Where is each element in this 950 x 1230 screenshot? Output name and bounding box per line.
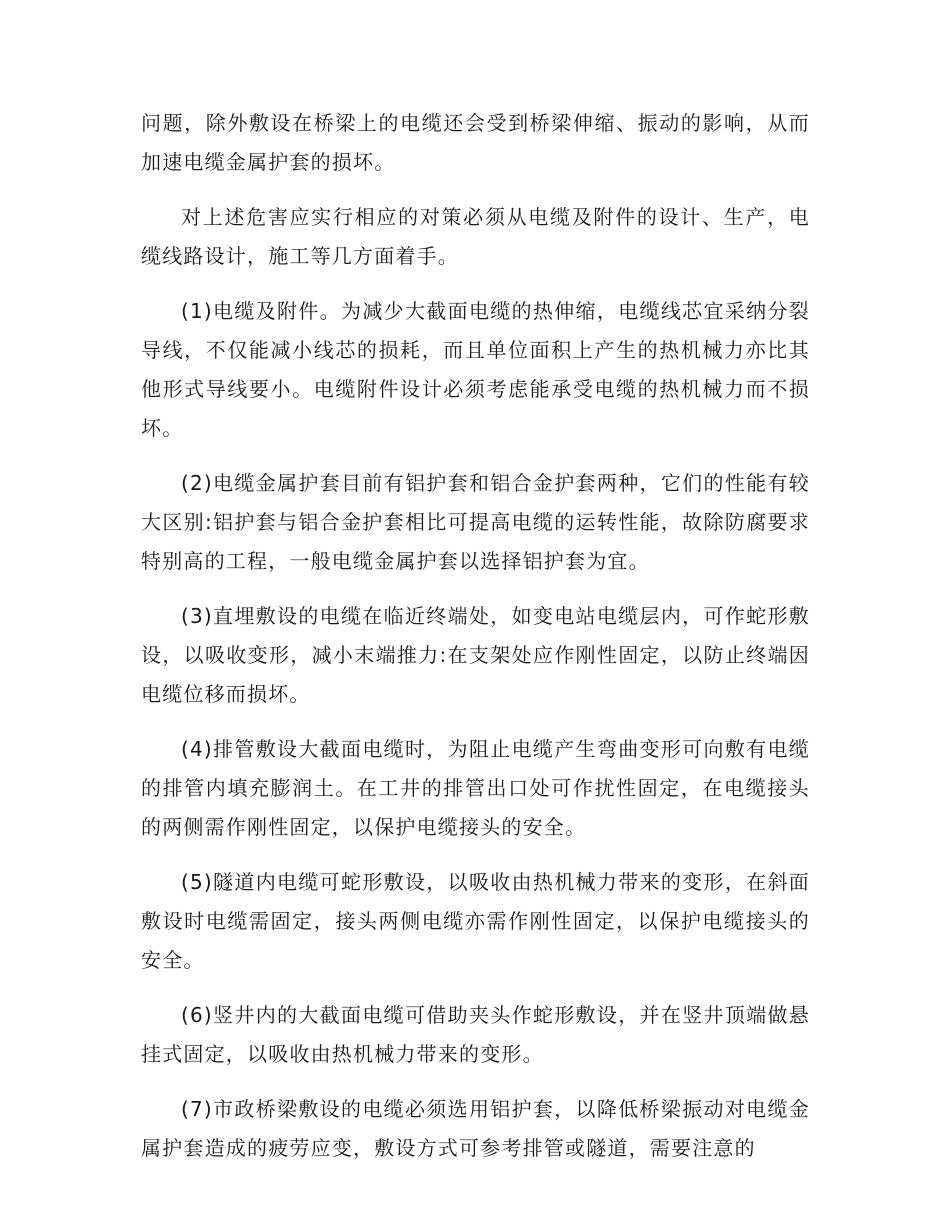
paragraph-item-5: (5)隧道内电缆可蛇形敷设，以吸收由热机械力带来的变形，在斜面敷设时电缆需固定，接头两侧电缆亦需作刚性固定，以保护电缆接头的安全。 bbox=[141, 870, 810, 972]
paragraph-item-2: (2)电缆金属护套目前有铝护套和铝合金护套两种，它们的性能有较大区别:铝护套与铝合金护套相比可提高电缆的运转性能，故除防腐要求特别高的工程，一般电缆金属护套以选择铝护套为宜。 bbox=[141, 471, 810, 573]
paragraph-item-6: (6)竖井内的大截面电缆可借助夹头作蛇形敷设，并在竖井顶端做悬挂式固定，以吸收由热机械力带来的变形。 bbox=[141, 1003, 810, 1066]
paragraph-item-7: (7)市政桥梁敷设的电缆必须选用铝护套，以降低桥梁振动对电缆金属护套造成的疲劳应变，敷设方式可参考排管或隧道，需要注意的 bbox=[141, 1097, 810, 1160]
paragraph-item-4: (4)排管敷设大截面电缆时，为阻止电缆产生弯曲变形可向敷有电缆的排管内填充膨润土。在工井的排管出口处可作扰性固定，在电缆接头的两侧需作刚性固定，以保护电缆接头的安全。 bbox=[141, 737, 810, 839]
paragraph-item-3: (3)直埋敷设的电缆在临近终端处，如变电站电缆层内，可作蛇形敷设，以吸收变形，减小末端推力:在支架处应作刚性固定，以防止终端因电缆位移而损坏。 bbox=[141, 604, 810, 706]
paragraph-item-1: (1)电缆及附件。为减少大截面电缆的热伸缩，电缆线芯宜采纳分裂导线，不仅能减小线芯的损耗，而且单位面积上产生的热机械力亦比其他形式导线要小。电缆附件设计必须考虑能承受电缆的热机械力而不损坏。 bbox=[141, 299, 810, 440]
paragraph-countermeasures-intro: 对上述危害应实行相应的对策必须从电缆及附件的设计、生产，电缆线路设计，施工等几方面着手。 bbox=[141, 205, 810, 268]
paragraph-continuation: 问题，除外敷设在桥梁上的电缆还会受到桥梁伸缩、振动的影响，从而加速电缆金属护套的损坏。 bbox=[141, 111, 810, 174]
